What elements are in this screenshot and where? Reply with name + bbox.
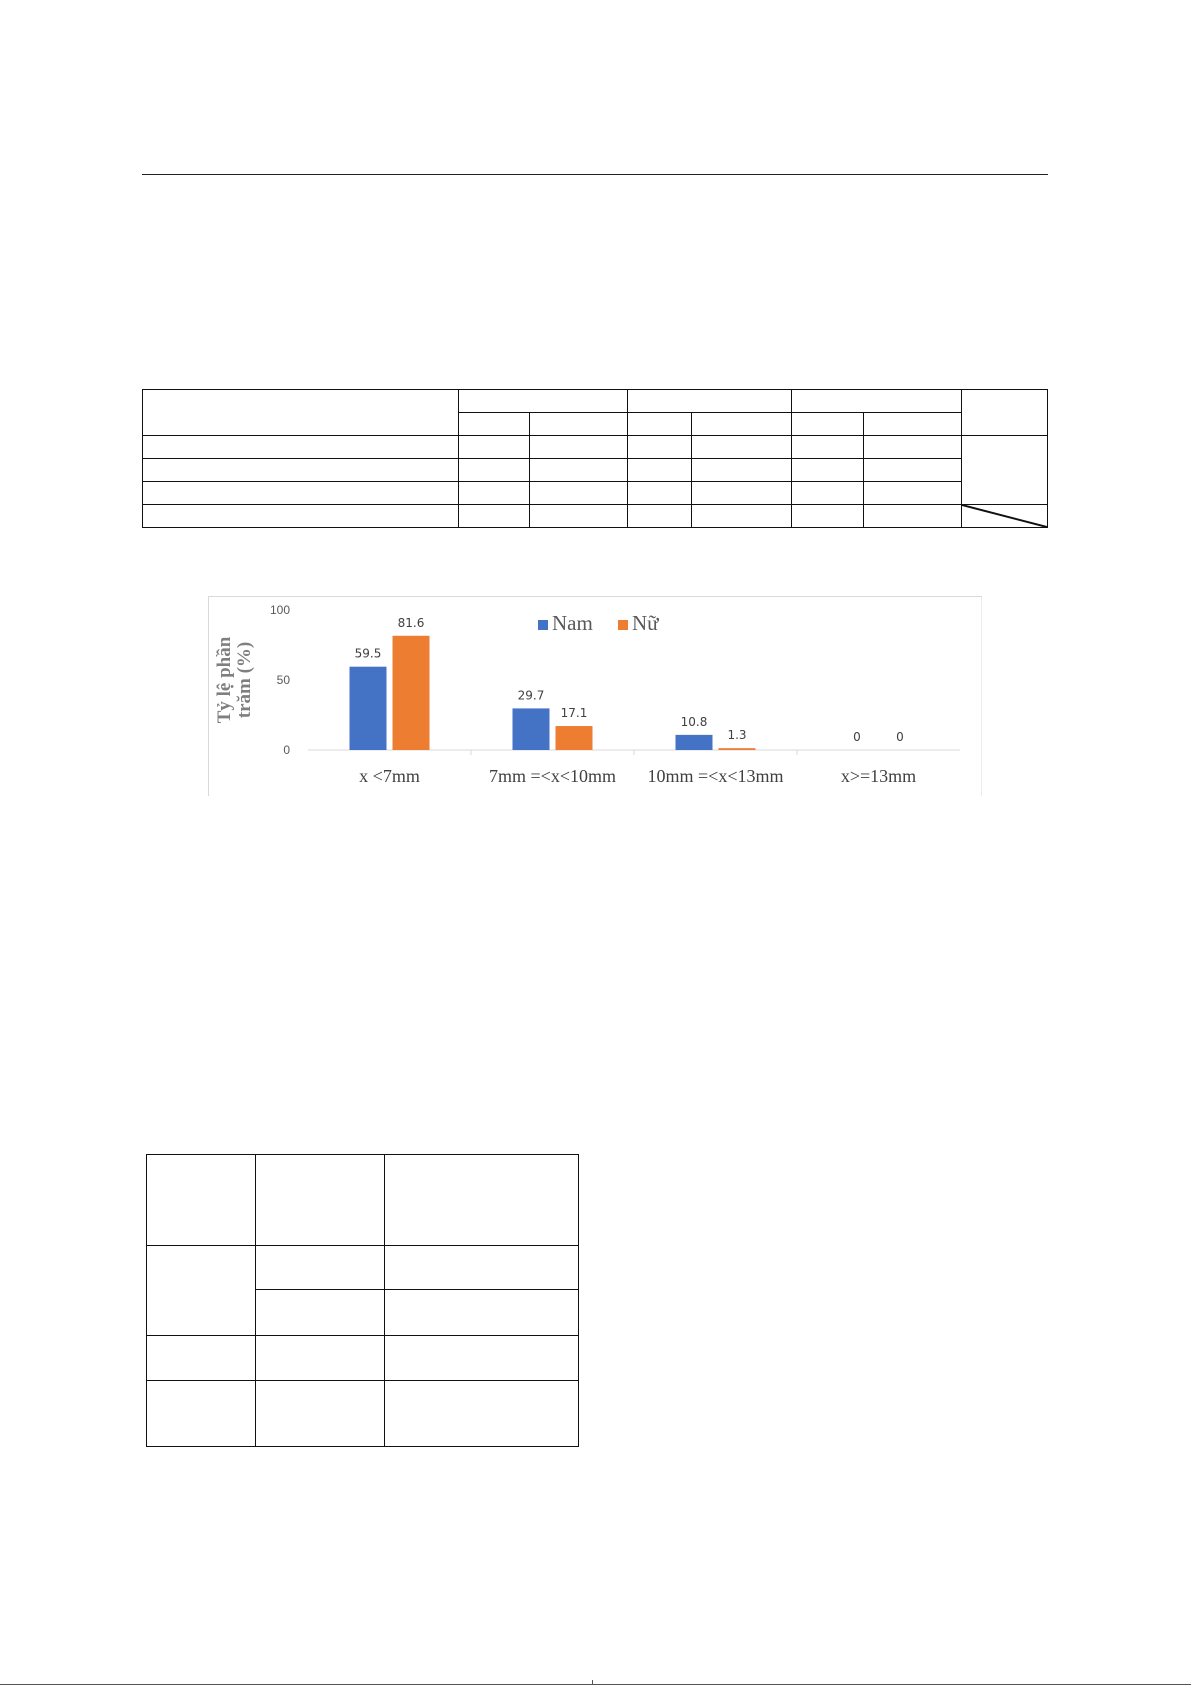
bar-nam: [513, 708, 550, 750]
table-cell: [864, 505, 962, 528]
table-cell: [147, 1381, 256, 1447]
table-cell: [792, 459, 864, 482]
data-label: 0: [896, 730, 904, 744]
table-cell: [458, 505, 529, 528]
table-row: [147, 1246, 579, 1290]
x-tick-label: 10mm =<x<13mm: [647, 766, 784, 786]
table-header-row: [143, 390, 1048, 413]
bar-nu: [719, 748, 756, 750]
data-label: 17.1: [560, 706, 588, 721]
legend-label: Nam: [552, 611, 593, 635]
table-cell: [692, 436, 792, 459]
table-cell: [529, 436, 628, 459]
table-cell: [628, 482, 692, 505]
table-cell: [864, 459, 962, 482]
table-cell: [628, 390, 792, 413]
data-table-1: [142, 389, 1048, 528]
table-cell: [385, 1290, 579, 1336]
bar-nu: [556, 726, 593, 750]
bar-nu: [393, 636, 430, 750]
data-label: 10.8: [680, 714, 708, 729]
table-cell: [529, 413, 628, 436]
table-cell: [962, 390, 1048, 436]
table-cell: [385, 1381, 579, 1447]
table-cell: [458, 413, 529, 436]
table-cell: [385, 1336, 579, 1381]
y-axis-title-line1: Tỷ lệ phần: [214, 636, 235, 724]
bar-chart: [208, 596, 982, 796]
table-cell: [529, 459, 628, 482]
table-cell: [255, 1381, 385, 1447]
table-cell: [255, 1155, 385, 1246]
table-row: [147, 1381, 579, 1447]
table-cell: [628, 459, 692, 482]
table-cell: [458, 390, 628, 413]
table-cell: [147, 1336, 256, 1381]
bar-nam: [350, 667, 387, 750]
table-cell: [147, 1246, 256, 1336]
data-table-2: [146, 1154, 579, 1447]
table-cell: [255, 1246, 385, 1290]
x-tick-label: x <7mm: [359, 766, 420, 786]
table-cell: [628, 505, 692, 528]
table-cell: [143, 390, 459, 436]
data-label: 81.6: [397, 615, 425, 630]
y-tick-label: 0: [283, 743, 290, 757]
table-cell: [864, 436, 962, 459]
table-cell: [692, 413, 792, 436]
table-cell: [628, 436, 692, 459]
table-cell: [143, 459, 459, 482]
table-row: [143, 436, 1048, 459]
data-label: 0: [853, 730, 861, 744]
y-axis-title: [214, 636, 255, 723]
table-cell: [529, 505, 628, 528]
table-cell: [255, 1290, 385, 1336]
table-cell: [458, 436, 529, 459]
table-row: [143, 505, 1048, 528]
data-label: 1.3: [727, 728, 747, 743]
legend-swatch: [618, 620, 628, 630]
header-rule: [142, 174, 1048, 175]
table-cell: [628, 413, 692, 436]
y-tick-label: 100: [269, 603, 290, 617]
x-tick-label: 7mm =<x<10mm: [489, 766, 616, 786]
table-cell: [458, 482, 529, 505]
footer-tick: [592, 1680, 593, 1685]
table-cell: [143, 482, 459, 505]
table-cell: [147, 1155, 256, 1246]
table-cell: [692, 505, 792, 528]
table-cell: [385, 1155, 579, 1246]
table-cell: [529, 482, 628, 505]
table-cell: [864, 482, 962, 505]
table-cell: [143, 436, 459, 459]
table-cell: [143, 505, 459, 528]
x-tick-label: x>=13mm: [840, 766, 917, 786]
table-row: [147, 1336, 579, 1381]
table-cell: [792, 482, 864, 505]
y-tick-label: 50: [276, 673, 290, 687]
table-cell: [864, 413, 962, 436]
table-cell: [792, 413, 864, 436]
table-row: [143, 482, 1048, 505]
data-label: 29.7: [517, 688, 545, 703]
y-axis-title-line2: trăm (%): [234, 641, 255, 719]
table-cell: [255, 1336, 385, 1381]
diagonal-cell: [962, 505, 1048, 528]
table-header-row: [147, 1155, 579, 1246]
table-cell: [692, 459, 792, 482]
table-cell: [792, 505, 864, 528]
data-label: 59.5: [354, 646, 382, 661]
table-cell: [385, 1246, 579, 1290]
legend-swatch: [538, 620, 548, 630]
table-cell: [792, 390, 962, 413]
table-row: [143, 459, 1048, 482]
legend-label: Nữ: [632, 611, 659, 635]
table-cell: [962, 436, 1048, 505]
bar-nam: [676, 735, 713, 750]
table-cell: [792, 436, 864, 459]
table-cell: [692, 482, 792, 505]
table-cell: [458, 459, 529, 482]
